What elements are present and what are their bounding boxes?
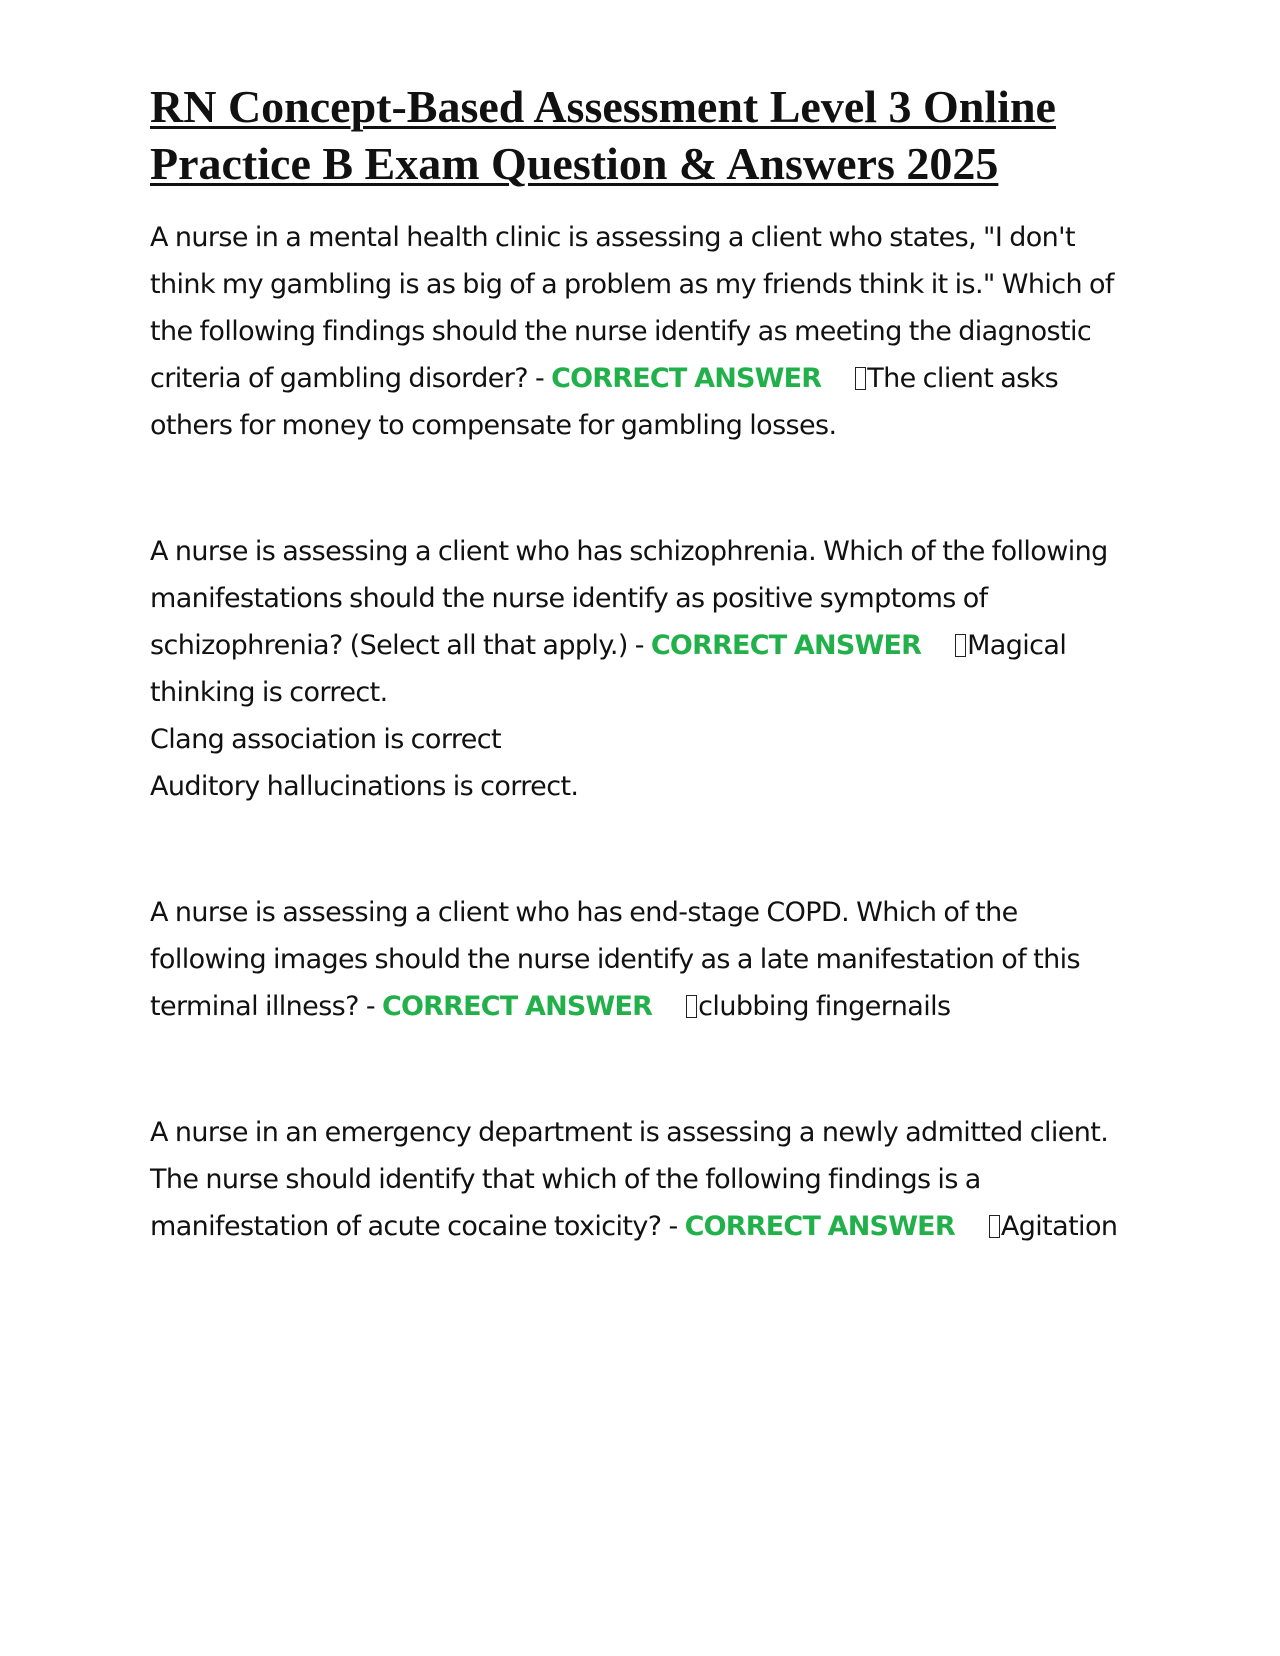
- answer-text: Agitation: [1000, 1211, 1118, 1242]
- question-paragraph: [150, 1109, 1140, 1250]
- correct-answer-label: CORRECT ANSWER: [650, 630, 922, 661]
- missing-glyph-icon: [989, 1215, 1000, 1238]
- qa-item: [150, 214, 1140, 449]
- qa-item: [150, 528, 1140, 810]
- spacer: [150, 449, 1140, 528]
- missing-glyph-icon: [686, 995, 697, 1018]
- question-text: A nurse in an emergency department is assessing a newly admitted client. The nurse should identify that which of the following findings is a manifestation of acute cocaine toxicity? -: [150, 1117, 1109, 1242]
- additional-answer: Auditory hallucinations is correct.: [150, 771, 579, 802]
- correct-answer-label: CORRECT ANSWER: [684, 1211, 955, 1242]
- correct-answer-label: CORRECT ANSWER: [551, 363, 822, 394]
- spacer: [150, 810, 1140, 889]
- question-paragraph: [150, 889, 1140, 1030]
- qa-item: [150, 1109, 1140, 1250]
- question-text: A nurse is assessing a client who has schizophrenia. Which of the following manifestations should the nurse identify as positive symptoms of schizophrenia? (Select all that apply.) -: [150, 536, 1108, 661]
- answer-text: Magical thinking is correct.: [150, 630, 1067, 708]
- question-text: A nurse is assessing a client who has end-stage COPD. Which of the following images should the nurse identify as a late manifestation of this terminal illness? -: [150, 897, 1080, 1022]
- correct-answer-label: CORRECT ANSWER: [381, 991, 653, 1022]
- document-title: RN Concept-Based Assessment Level 3 Online Practice B Exam Question & Answers 2025: [150, 81, 1056, 189]
- spacer: [150, 1030, 1140, 1109]
- qa-list: [150, 214, 1140, 1250]
- additional-answer: Clang association is correct: [150, 724, 502, 755]
- missing-glyph-icon: [955, 634, 966, 657]
- missing-glyph-icon: [855, 367, 866, 390]
- question-paragraph: [150, 214, 1140, 449]
- answer-text: clubbing fingernails: [698, 991, 951, 1022]
- document-body: [150, 78, 1140, 1250]
- qa-item: [150, 889, 1140, 1030]
- answer-text: The client asks others for money to compensate for gambling losses.: [150, 363, 1059, 441]
- question-paragraph: [150, 528, 1140, 716]
- question-text: A nurse in a mental health clinic is assessing a client who states, "I don't think my gambling is as big of a problem as my friends think it is." Which of the following findings should the nurse identify as meeting the diagnostic criteria of gambling disorder? -: [150, 222, 1114, 394]
